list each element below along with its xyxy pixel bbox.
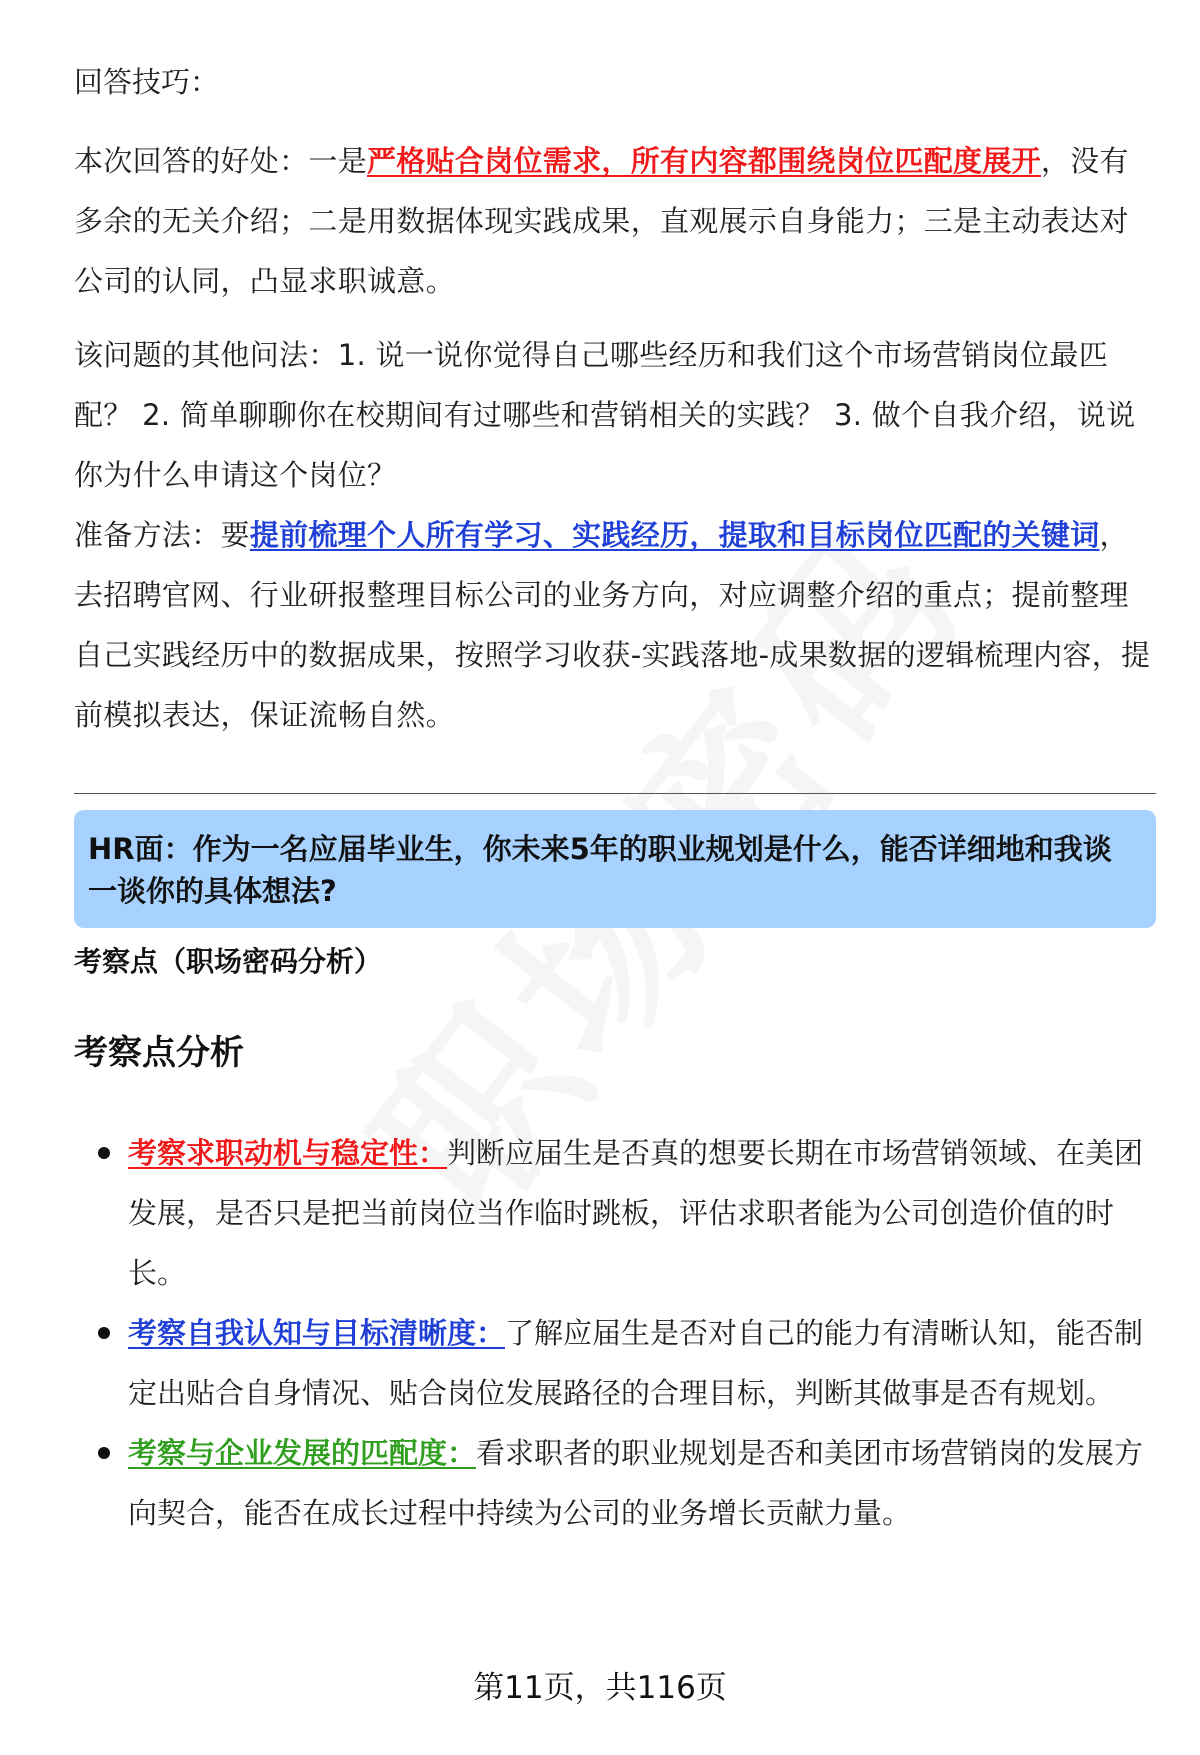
analysis-point-title: 考察自我认知与目标清晰度： [128,1316,506,1350]
page-number: 第11页，共116页 [473,1670,727,1706]
bullet-icon [98,1447,110,1459]
analysis-point-body: 了解应届生是否对自己的能力有清晰认知，能否制定出贴合自身情况、贴合岗位发展路径的合理目标，判断其做事是否有规划。 [128,1316,1144,1410]
analysis-point-body: 看求职者的职业规划是否和美团市场营销岗的发展方向契合，能否在成长过程中持续为公司的业务增长贡献力量。 [128,1436,1144,1530]
benefits-prefix: 本次回答的好处：一是 [74,144,368,178]
analysis-point [74,1423,1156,1543]
question-text: HR面：作为一名应届毕业生，你未来5年的职业规划是什么，能否详细地和我谈一谈你的具体想法? [88,832,1112,908]
analysis-point-title: 考察求职动机与稳定性： [128,1136,448,1170]
analysis-point [74,1123,1156,1303]
question-box [74,810,1156,928]
bullet-icon [98,1147,110,1159]
section-subtitle: 考察点（职场密码分析） [74,945,383,978]
preparation-prefix: 准备方法：要 [74,518,250,552]
answer-tips-label: 回答技巧： [74,65,220,99]
preparation-highlight: 提前梳理个人所有学习、实践经历，提取和目标岗位匹配的关键词 [249,518,1100,552]
section-heading: 考察点分析 [74,1033,244,1073]
analysis-point-title: 考察与企业发展的匹配度： [128,1436,477,1470]
preparation-suffix: ，去招聘官网、行业研报整理目标公司的业务方向，对应调整介绍的重点；提前整理自己实践经历中的数据成果，按照学习收获-实践落地-成果数据的逻辑梳理内容，提前模拟表达，保证流畅自然。 [74,518,1151,732]
benefits-paragraph [74,131,1156,311]
benefits-highlight: 严格贴合岗位需求，所有内容都围绕岗位匹配度展开 [367,144,1041,178]
benefits-suffix: ，没有多余的无关介绍；二是用数据体现实践成果，直观展示自身能力；三是主动表达对公司的认同，凸显求职诚意。 [74,144,1129,298]
bullet-icon [98,1327,110,1339]
preparation-paragraph [74,505,1156,745]
other-asks-paragraph: 该问题的其他问法：1. 说一说你觉得自己哪些经历和我们这个市场营销岗位最匹配？ 2. 简单聊聊你在校期间有过哪些和营销相关的实践？ 3. 做个自我介绍，说说你为什么申请这个岗位？ [74,338,1136,492]
analysis-point-list [74,1123,1156,1543]
analysis-point [74,1303,1156,1423]
analysis-point-body: 判断应届生是否真的想要长期在市场营销领域、在美团发展，是否只是把当前岗位当作临时跳板，评估求职者能为公司创造价值的时长。 [128,1136,1144,1290]
section-divider [74,793,1156,794]
